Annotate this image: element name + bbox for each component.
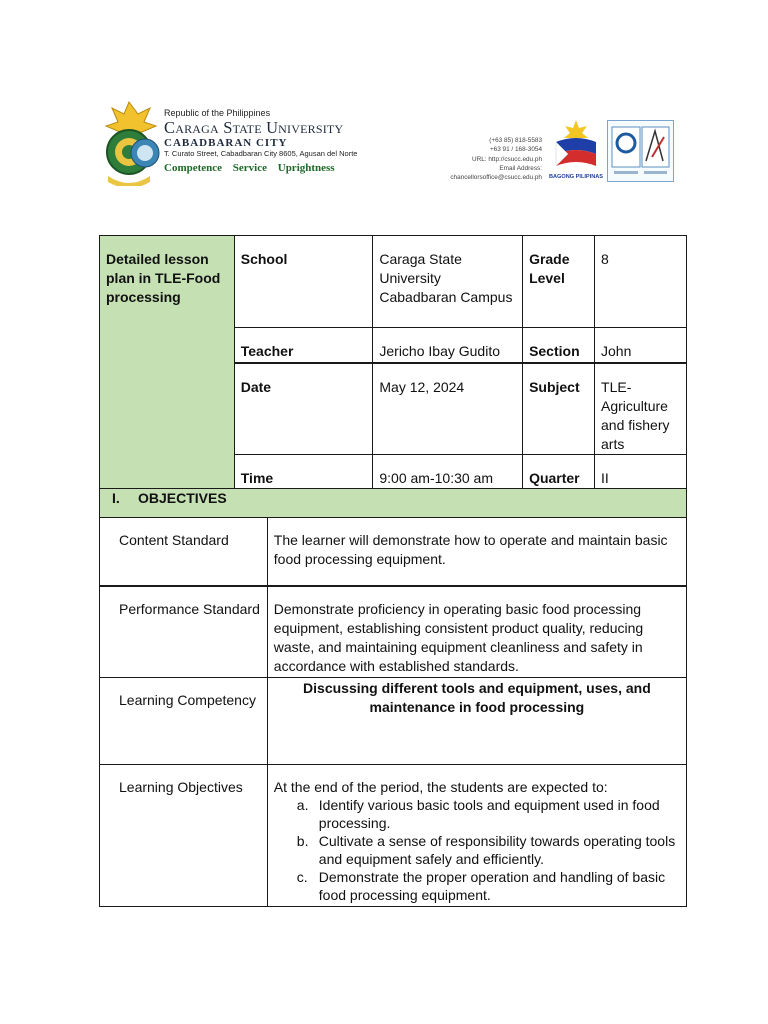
section-number: I. (112, 490, 120, 506)
bagong-pilipinas-logo-icon (548, 114, 604, 182)
learning-competency-label: Learning Competency (119, 692, 256, 708)
lesson-info-table (99, 235, 687, 490)
learning-competency-text: Discussing different tools and equipment, uses, and maintenance in food processing (267, 678, 686, 765)
quarter-value: II (595, 454, 687, 489)
list-marker: c. (296, 869, 308, 885)
university-motto (164, 159, 394, 177)
contact-info (414, 136, 542, 182)
republic-label: Republic of the Philippines (164, 108, 271, 118)
section-title: OBJECTIVES (138, 490, 227, 506)
list-item-text: Cultivate a sense of responsibility towards operating tools and equipment safely and efficiently. (318, 833, 676, 867)
time-label: Time (234, 454, 373, 489)
list-item (296, 832, 680, 868)
university-name: Caraga State University (164, 118, 344, 137)
university-address: T. Curato Street, Cabadbaran City 8605, Agusan del Norte (164, 149, 358, 158)
letterhead (0, 0, 768, 200)
certification-badges-icon (607, 120, 674, 182)
school-label: School (234, 236, 373, 328)
motto-word: Uprightness (277, 162, 335, 174)
teacher-label: Teacher (234, 328, 373, 363)
school-value: Caraga State University Cabadbaran Campus (373, 236, 523, 328)
list-item-text: Identify various basic tools and equipment used in food processing. (318, 797, 660, 831)
motto-word: Competence (164, 162, 223, 174)
performance-standard-text: Demonstrate proficiency in operating basic food processing equipment, establishing consistent product quality, reducing waste, and maintaining equipment cleanliness and safety in accordance with established standards. (267, 586, 686, 678)
content-standard-text: The learner will demonstrate how to operate and maintain basic food processing equipment. (267, 518, 686, 586)
learning-objectives-cell (267, 765, 686, 907)
learning-objectives-list (274, 796, 680, 904)
learning-objectives-label: Learning Objectives (119, 779, 243, 795)
url-line: URL: http://csucc.edu.ph (472, 155, 542, 163)
section-value: John (595, 328, 687, 363)
quarter-label: Quarter (523, 454, 595, 489)
university-name-block (164, 108, 394, 177)
teacher-value: Jericho Ibay Gudito (373, 328, 523, 363)
performance-standard-label: Performance Standard (119, 600, 260, 617)
date-label: Date (234, 363, 373, 455)
grade-level-value: 8 (595, 236, 687, 328)
time-value: 9:00 am-10:30 am (373, 454, 523, 489)
lesson-plan-title: Detailed lesson plan in TLE-Food processing (100, 236, 235, 490)
campus-city: CABADBARAN CITY (164, 137, 288, 149)
objectives-table (99, 517, 687, 907)
learning-objectives-intro: At the end of the period, the students are expected to: (273, 779, 608, 795)
email-line: Email Address: chancellorsoffice@csucc.edu.ph (450, 164, 542, 182)
content-standard-label: Content Standard (119, 532, 229, 548)
list-item (296, 868, 680, 904)
content-standard-label-cell (100, 518, 268, 586)
list-marker: b. (296, 833, 309, 849)
list-item-text: Demonstrate the proper operation and handling of basic food processing equipment. (318, 869, 666, 903)
list-marker: a. (296, 797, 309, 813)
subject-value: TLE-Agriculture and fishery arts (595, 363, 687, 455)
phone-line: (+63 85) 818-5583 (489, 137, 542, 144)
bagong-pilipinas-label: BAGONG PILIPINAS (548, 174, 604, 180)
phone-line: +63 91 / 168-3054 (489, 146, 542, 154)
learning-competency-label-cell (100, 678, 268, 765)
grade-level-label: Grade Level (523, 236, 595, 328)
motto-word: Service (232, 162, 267, 174)
subject-label: Subject (523, 363, 595, 455)
learning-objectives-label-cell (100, 765, 268, 907)
section-label: Section (523, 328, 595, 363)
campus-seal-icon (130, 138, 160, 168)
performance-standard-label-cell (100, 586, 268, 678)
list-item (296, 796, 680, 832)
date-value: May 12, 2024 (373, 363, 523, 455)
objectives-heading (99, 488, 687, 518)
